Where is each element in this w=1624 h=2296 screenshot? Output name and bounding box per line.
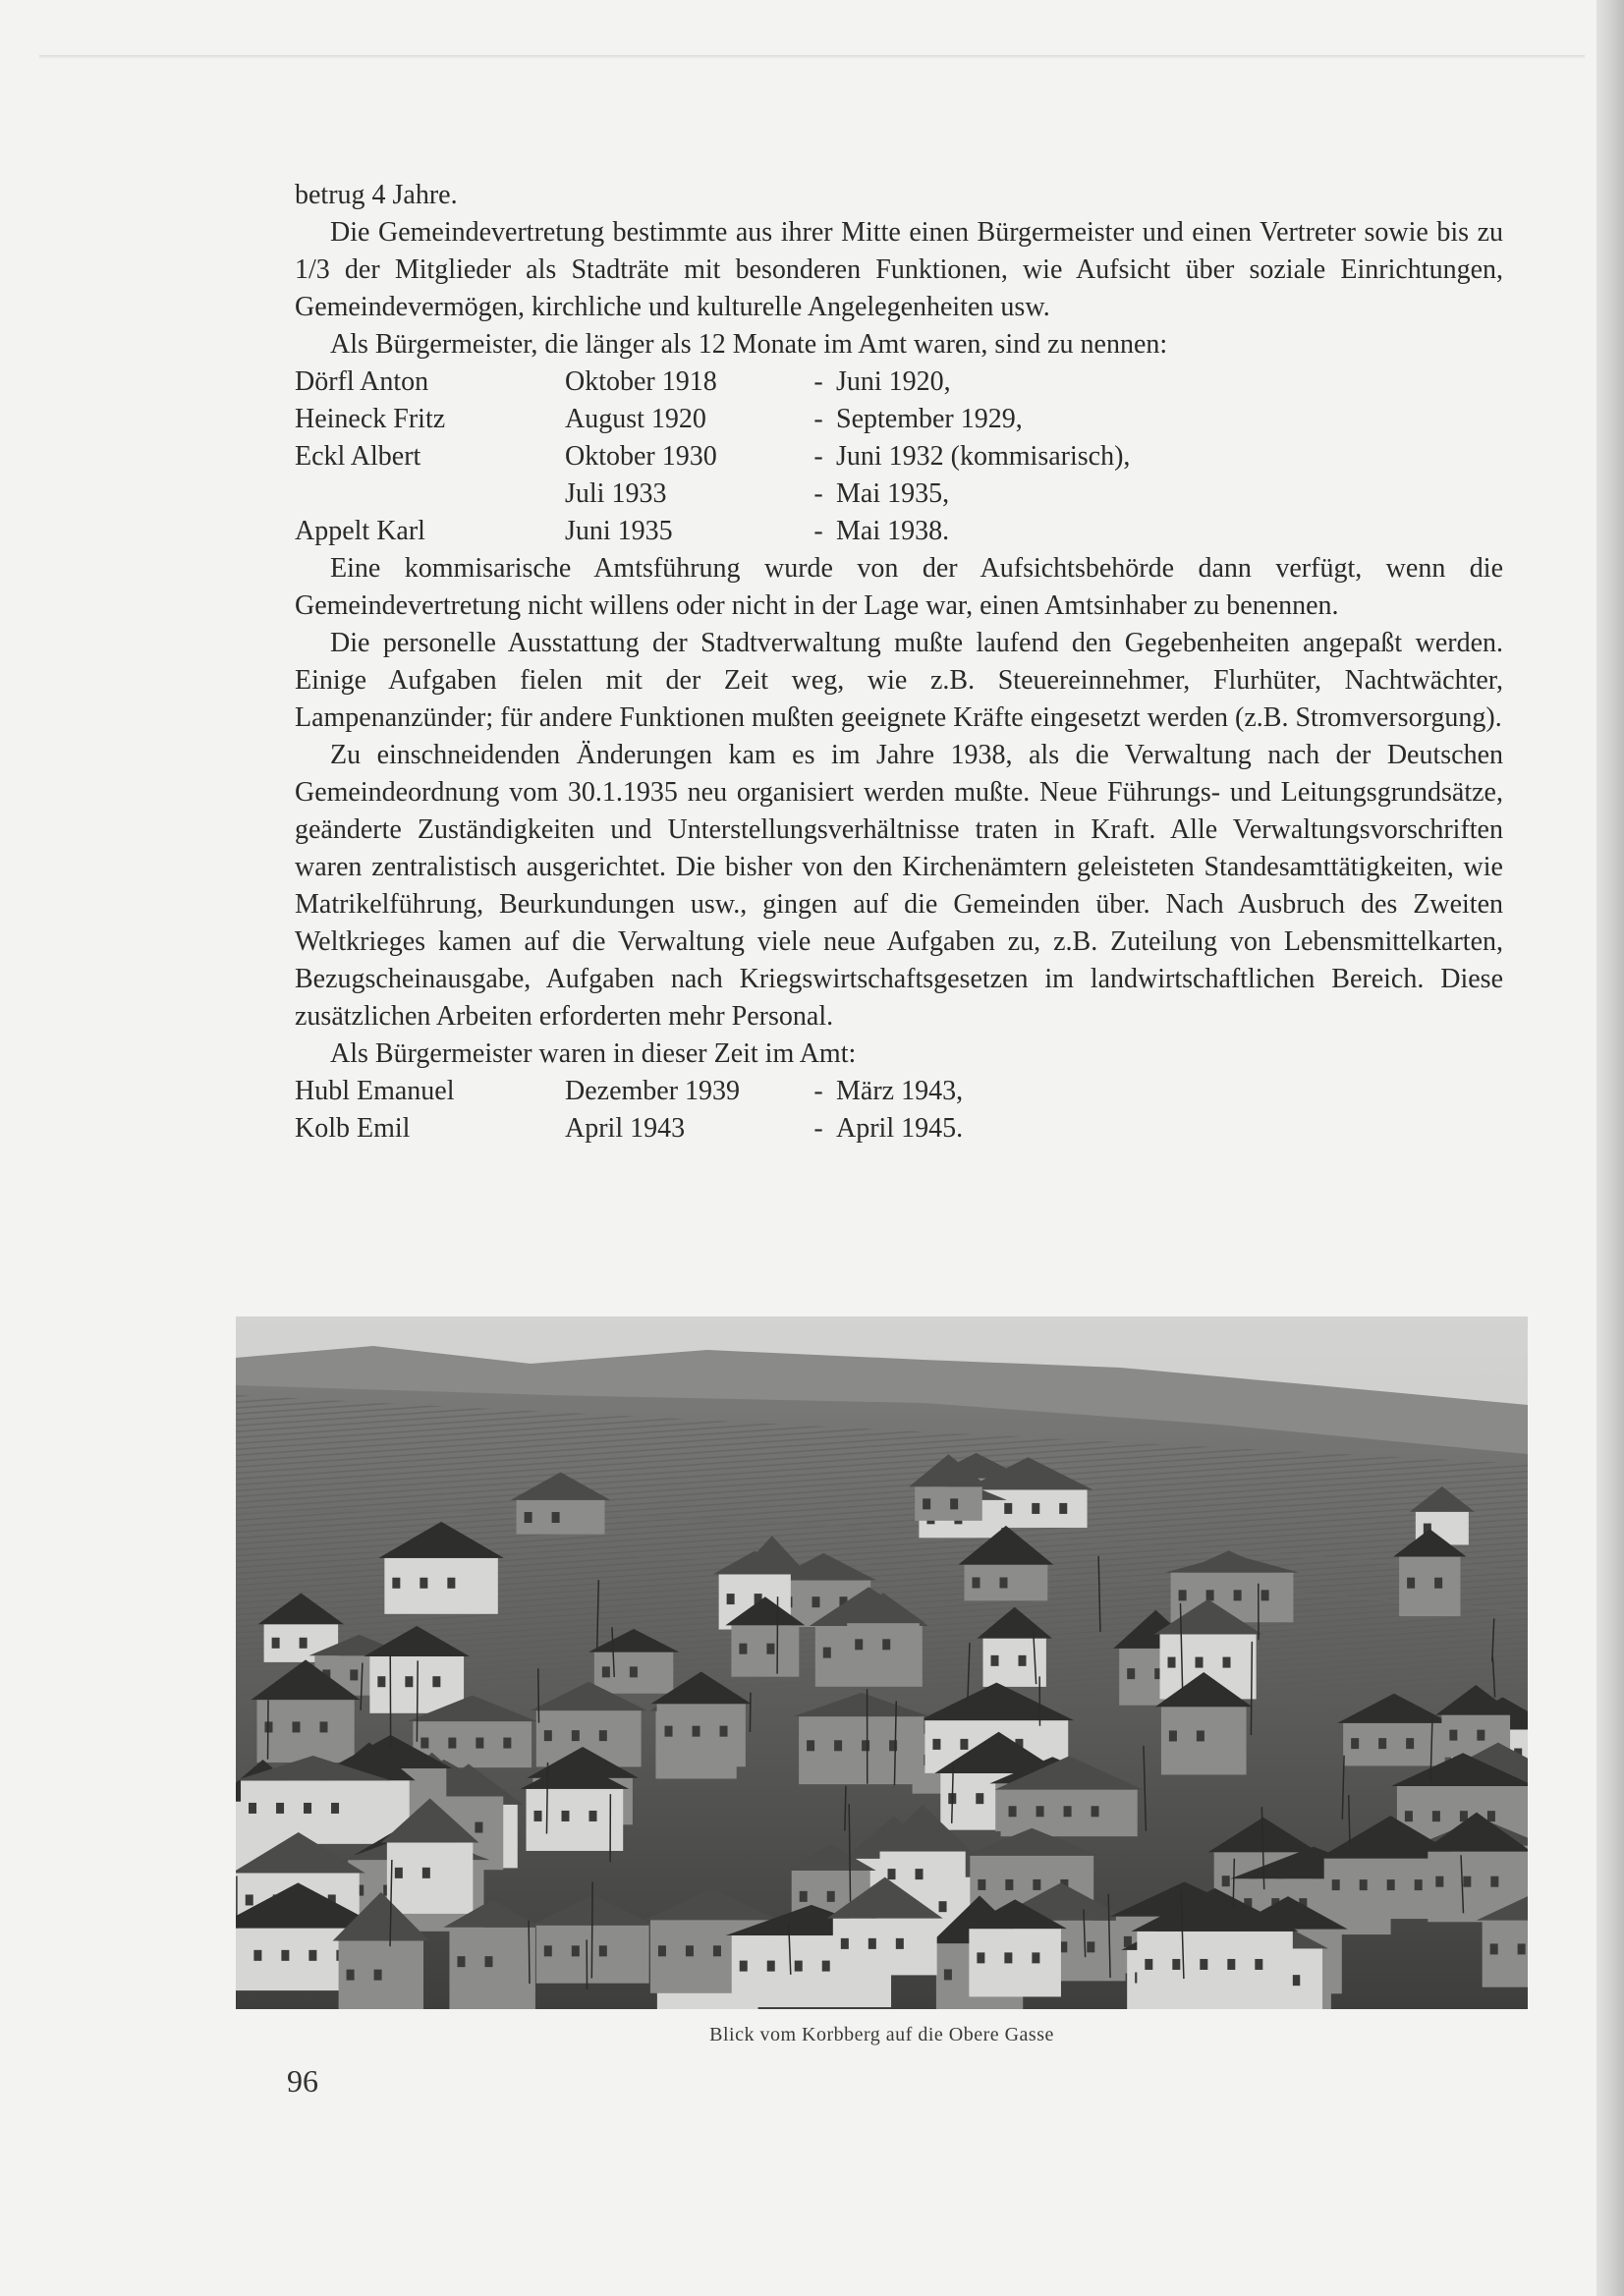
paragraph: Zu einschneidenden Änderungen kam es im Jahre 1938, als die Verwaltung nach der Deutschen Gemeindeordnung vom 30.1.1935 neu organisiert werden mußte. Neue Führungs- und Leitungsgrundsätze, geänderte Zuständigkeiten und Unterstellungsverhältnisse traten in Kraft. Alle Verwaltungsvorschriften waren zentralistisch ausgerichtet. Die bisher von den Kirchenämtern geleisteten Standesamttätigkeiten, wie Matrikelführung, Beurkundungen usw., gingen auf die Gemeinden über. Nach Ausbruch des Zweiten Weltkrieges kamen auf die Verwaltung viele neue Aufgaben zu, z.B. Zuteilung von Lebensmittelkarten, Bezugscheinausgabe, Aufgaben nach Kriegswirtschaftsgesetzen im landwirtschaftlichen Bereich. Diese zusätzlichen Arbeiten erforderten mehr Personal. xyxy=(295,740,1503,1032)
term-start: Juli 1933 xyxy=(565,478,667,509)
house-window xyxy=(972,1577,980,1588)
scan-edge-top xyxy=(39,55,1585,59)
house-window xyxy=(534,1811,542,1821)
house-wall xyxy=(449,1928,534,2009)
house-window xyxy=(432,1676,440,1687)
tree-branch xyxy=(538,1668,539,1722)
house-window xyxy=(991,1655,999,1666)
house-window xyxy=(599,1945,607,1956)
tree-branch xyxy=(750,1693,751,1732)
house-window xyxy=(977,1952,984,1963)
house-window xyxy=(1387,1879,1395,1890)
house-window xyxy=(1518,1943,1526,1954)
house-window xyxy=(1179,1590,1187,1600)
term-separator: - xyxy=(813,441,823,472)
house-window xyxy=(686,1945,694,1956)
page-content xyxy=(295,177,1503,1148)
house-window xyxy=(1463,1876,1471,1887)
house-window xyxy=(693,1726,700,1737)
house-window xyxy=(1033,1879,1040,1890)
tree-branch xyxy=(529,1921,530,1984)
house-window xyxy=(827,1891,835,1902)
house-window xyxy=(944,1969,952,1980)
house-window xyxy=(1197,1730,1204,1741)
house-window xyxy=(739,1644,747,1654)
term-separator: - xyxy=(813,1076,823,1106)
house-window xyxy=(374,1970,382,1981)
house-window xyxy=(978,1879,985,1890)
house-window xyxy=(1005,1879,1013,1890)
house-window xyxy=(1009,1806,1017,1817)
house-window xyxy=(916,1869,924,1879)
house-window xyxy=(602,1666,610,1677)
house-window xyxy=(377,1676,385,1687)
mayor-name: Hubl Emanuel xyxy=(295,1076,455,1106)
house-window xyxy=(1092,1806,1099,1817)
term-start: Oktober 1918 xyxy=(565,366,717,397)
scan-edge-right xyxy=(1596,0,1624,2296)
house-window xyxy=(1032,1503,1039,1514)
house-window xyxy=(589,1811,597,1821)
term-start: August 1920 xyxy=(565,404,706,434)
house-window xyxy=(1407,1578,1415,1589)
house-window xyxy=(1360,1879,1368,1890)
mayor-list-2 xyxy=(295,1073,1503,1148)
house-window xyxy=(834,1740,842,1751)
house-window xyxy=(475,1822,482,1833)
house-window xyxy=(976,1793,983,1804)
house-window xyxy=(1172,1959,1180,1970)
mayor-name: Appelt Karl xyxy=(295,516,425,546)
mayor-name: Kolb Emil xyxy=(295,1113,411,1144)
house-window xyxy=(1415,1879,1423,1890)
house-window xyxy=(331,1803,339,1814)
house-window xyxy=(544,1945,552,1956)
house-window xyxy=(1378,1738,1386,1749)
photo-caption: Blick vom Korbberg auf die Obere Gasse xyxy=(709,2024,1054,2045)
house-window xyxy=(276,1803,284,1814)
house-window xyxy=(599,1730,607,1741)
house-window xyxy=(405,1676,413,1687)
term-start: Dezember 1939 xyxy=(565,1076,741,1106)
house-window xyxy=(1059,1503,1067,1514)
house-window xyxy=(457,1956,465,1967)
paragraph: Als Bürgermeister, die länger als 12 Monate im Amt waren, sind zu nennen: xyxy=(330,329,1168,360)
house-window xyxy=(1200,1959,1207,1970)
tree-branch xyxy=(546,1763,547,1834)
term-end: Mai 1938. xyxy=(836,516,950,546)
house-wall xyxy=(384,1558,497,1614)
term-end: Juni 1920, xyxy=(836,366,951,397)
house-window xyxy=(1477,1730,1484,1741)
house-window xyxy=(1196,1657,1204,1668)
house-window xyxy=(503,1738,511,1749)
house-window xyxy=(896,1938,904,1949)
house-window xyxy=(1435,1876,1443,1887)
tree-branch xyxy=(1251,1642,1252,1735)
house-window xyxy=(999,1577,1007,1588)
house-wall xyxy=(799,1716,924,1784)
house-window xyxy=(552,1512,560,1523)
term-separator: - xyxy=(813,478,823,509)
house-window xyxy=(800,1891,808,1902)
mayor-list-1 xyxy=(295,364,1503,550)
paragraph: Eine kommisarische Amtsführung wurde von der Aufsichtsbehörde dann verfügt, wenn die Gemeindevertretung nicht willens oder nicht in der Lage war, einen Amtsinhaber zu benennen. xyxy=(295,553,1503,621)
house-window xyxy=(249,1803,256,1814)
house-window xyxy=(1004,1503,1012,1514)
term-start: Oktober 1930 xyxy=(565,441,717,472)
house-window xyxy=(868,1938,876,1949)
house-window xyxy=(347,1970,355,1981)
house-window xyxy=(1490,1876,1498,1887)
tree-branch xyxy=(845,1786,846,1831)
house-wall xyxy=(1137,1932,1293,2009)
house-wall xyxy=(241,1780,385,1843)
house-window xyxy=(1206,1590,1214,1600)
house-window xyxy=(727,1594,735,1604)
house-window xyxy=(1032,1952,1039,1963)
term-separator: - xyxy=(813,404,823,434)
house-window xyxy=(448,1738,456,1749)
house-window xyxy=(740,1961,748,1972)
house-window xyxy=(300,1638,308,1649)
house-window xyxy=(1449,1730,1457,1741)
house-window xyxy=(932,1739,940,1750)
house-window xyxy=(1227,1959,1235,1970)
mayor-name xyxy=(295,476,565,513)
term-start: April 1943 xyxy=(565,1113,686,1144)
tree-branch xyxy=(591,1881,592,1978)
house-window xyxy=(420,1578,427,1589)
term-end: Juni 1932 (kommisarisch), xyxy=(836,441,1131,472)
house-window xyxy=(665,1726,673,1737)
paragraph: Die Gemeindevertretung bestimmte aus ihrer Mitte einen Bürgermeister und einen Vertreter sowie bis zu 1/3 der Mitglieder als Stadträte mit besonderen Funktionen, wie Aufsicht über soziale Einrichtungen, Gemeindevermögen, kirchliche und kulturelle Angelegenheiten usw. xyxy=(295,217,1503,322)
house-window xyxy=(1127,1668,1135,1679)
house-window xyxy=(658,1945,666,1956)
house-window xyxy=(855,1639,863,1650)
term-start: Juni 1935 xyxy=(565,516,673,546)
house-window xyxy=(392,1578,400,1589)
house-window xyxy=(562,1811,570,1821)
house-window xyxy=(1223,1657,1231,1668)
term-separator: - xyxy=(813,366,823,397)
house-window xyxy=(1434,1578,1442,1589)
house-window xyxy=(1145,1959,1152,1970)
term-end: September 1929, xyxy=(836,404,1023,434)
house-window xyxy=(395,1868,403,1878)
house-window xyxy=(420,1738,428,1749)
house-window xyxy=(292,1721,300,1732)
mayor-name: Heineck Fritz xyxy=(295,404,446,434)
mayor-name: Eckl Albert xyxy=(295,441,421,472)
house-window xyxy=(822,1961,830,1972)
house-window xyxy=(807,1740,814,1751)
village-photo-image xyxy=(236,1316,1528,2009)
house-window xyxy=(572,1945,580,1956)
house-window xyxy=(950,1498,958,1509)
house-window xyxy=(1004,1952,1012,1963)
house-window xyxy=(319,1721,327,1732)
house-window xyxy=(812,1596,819,1607)
house-window xyxy=(1261,1590,1269,1600)
house-window xyxy=(281,1950,289,1961)
house-window xyxy=(246,1894,253,1905)
house-window xyxy=(1064,1806,1072,1817)
house-window xyxy=(923,1498,930,1509)
house-window xyxy=(823,1648,831,1658)
house-window xyxy=(304,1803,311,1814)
house-window xyxy=(939,1901,947,1912)
term-separator: - xyxy=(813,1113,823,1144)
page-number: 96 xyxy=(287,2063,318,2099)
house-window xyxy=(272,1638,280,1649)
village-photo xyxy=(236,1316,1528,2009)
house-window xyxy=(1087,1941,1094,1952)
house-window xyxy=(1036,1806,1044,1817)
house-window xyxy=(350,1669,358,1680)
paragraph: Die personelle Ausstattung der Stadtverwaltung mußte laufend den Gegebenheiten angepaßt werden. Einige Aufgaben fielen mit der Zeit weg, wie z.B. Steuereinnehmer, Flurhüter, Nachtwächter, Lampenanzünder; für andere Funktionen mußten geeignete Kräfte eingesetzt werden (z.B. Stromversorgung). xyxy=(295,628,1503,733)
house-window xyxy=(713,1945,721,1956)
house-window xyxy=(841,1938,849,1949)
house-window xyxy=(766,1644,774,1654)
house-window xyxy=(1222,1876,1230,1886)
term-end: April 1945. xyxy=(836,1113,964,1144)
house-window xyxy=(1487,1811,1495,1821)
house-window xyxy=(1019,1655,1027,1666)
house-window xyxy=(1168,1657,1176,1668)
house-window xyxy=(447,1578,455,1589)
house-window xyxy=(767,1961,775,1972)
house-window xyxy=(253,1950,261,1961)
term-separator: - xyxy=(813,516,823,546)
house-window xyxy=(888,1869,896,1879)
body-text xyxy=(295,177,1503,1148)
house-window xyxy=(630,1666,638,1677)
house-window xyxy=(1405,1811,1413,1821)
house-window xyxy=(1169,1730,1177,1741)
house-window xyxy=(422,1868,430,1878)
term-end: März 1943, xyxy=(836,1076,964,1106)
house-window xyxy=(1490,1943,1498,1954)
house-window xyxy=(525,1512,532,1523)
paragraph: betrug 4 Jahre. xyxy=(295,180,458,210)
house-window xyxy=(795,1961,803,1972)
house-window xyxy=(882,1639,890,1650)
house-window xyxy=(960,1739,968,1750)
house-window xyxy=(308,1950,316,1961)
house-window xyxy=(1292,1975,1300,1986)
house-window xyxy=(484,1956,492,1967)
house-window xyxy=(1351,1738,1359,1749)
mayor-name: Dörfl Anton xyxy=(295,366,429,397)
house-window xyxy=(1255,1959,1262,1970)
house-window xyxy=(572,1730,580,1741)
house-window xyxy=(1432,1811,1440,1821)
house-window xyxy=(1406,1738,1414,1749)
house-window xyxy=(1234,1590,1242,1600)
house-window xyxy=(1332,1879,1340,1890)
house-window xyxy=(862,1740,869,1751)
house-window xyxy=(544,1730,552,1741)
term-end: Mai 1935, xyxy=(836,478,950,509)
house-window xyxy=(720,1726,728,1737)
house-window xyxy=(476,1738,483,1749)
paragraph: Als Bürgermeister waren in dieser Zeit im Amt: xyxy=(330,1038,857,1069)
tree-branch xyxy=(417,1660,418,1742)
